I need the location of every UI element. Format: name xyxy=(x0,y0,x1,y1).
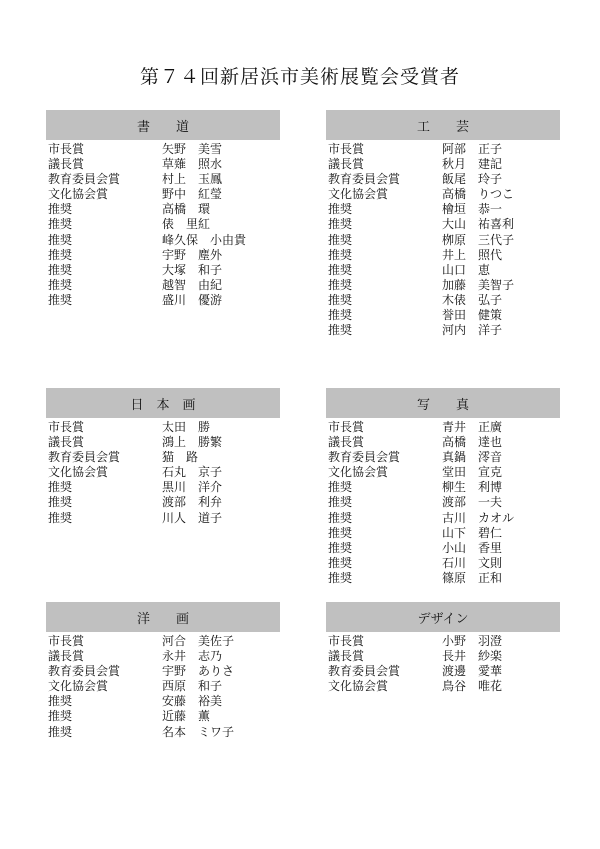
award-label: 推奨 xyxy=(328,555,353,570)
list-item xyxy=(326,664,560,679)
winner-name: 石丸 京子 xyxy=(162,465,223,480)
award-list xyxy=(46,634,280,740)
section-western-painting xyxy=(46,602,280,740)
list-item xyxy=(326,172,560,187)
winner-name: 高橋 環 xyxy=(162,202,211,217)
award-label: 議長賞 xyxy=(48,157,85,172)
award-list xyxy=(326,142,560,338)
award-label: 推奨 xyxy=(328,308,353,323)
winner-name: 野中 紅瑩 xyxy=(162,187,223,202)
award-label: 推奨 xyxy=(328,510,353,525)
award-label: 推奨 xyxy=(48,510,73,525)
award-label: 推奨 xyxy=(48,709,73,724)
page-title: 第７４回新居浜市美術展覧会受賞者 xyxy=(139,66,460,88)
winner-name: 山下 碧仁 xyxy=(442,525,503,540)
award-label: 議長賞 xyxy=(328,435,365,450)
list-item xyxy=(46,248,280,263)
list-item xyxy=(326,293,560,308)
award-label: 市長賞 xyxy=(48,420,85,434)
list-item xyxy=(326,217,560,232)
winner-name: 山口 恵 xyxy=(442,262,491,277)
winner-name: 加藤 美智子 xyxy=(442,277,515,292)
list-item xyxy=(46,694,280,709)
winner-name: 栁原 三代子 xyxy=(442,232,515,247)
list-item xyxy=(326,649,560,664)
winner-name: 飯尾 玲子 xyxy=(442,172,503,187)
award-label: 教育委員会賞 xyxy=(48,172,121,187)
award-label: 推奨 xyxy=(48,292,73,307)
winner-name: 村上 玉鳳 xyxy=(162,172,223,187)
award-label: 市長賞 xyxy=(48,634,85,648)
award-label: 議長賞 xyxy=(328,649,365,664)
list-item xyxy=(46,142,280,157)
winner-name: 小野 羽澄 xyxy=(442,634,503,648)
winner-name: 鴻上 勝繁 xyxy=(162,435,223,450)
award-label: 推奨 xyxy=(328,525,353,540)
award-label: 推奨 xyxy=(328,495,353,510)
award-label: 推奨 xyxy=(48,247,73,262)
list-item xyxy=(46,679,280,694)
list-item xyxy=(326,142,560,157)
list-item xyxy=(326,435,560,450)
list-item xyxy=(46,664,280,679)
list-item xyxy=(326,263,560,278)
winner-name: 柳生 利博 xyxy=(442,480,503,495)
list-item xyxy=(326,541,560,556)
award-label: 推奨 xyxy=(328,323,353,338)
winner-name: 誉田 健策 xyxy=(442,308,503,323)
list-item xyxy=(46,202,280,217)
winner-name: 近藤 薫 xyxy=(162,709,211,724)
list-item xyxy=(46,725,280,740)
award-label: 推奨 xyxy=(328,202,353,217)
award-label: 市長賞 xyxy=(328,420,365,434)
winner-name: 峰久保 小由貴 xyxy=(162,232,247,247)
list-item xyxy=(326,511,560,526)
award-list xyxy=(46,142,280,308)
winner-name: 矢野 美雪 xyxy=(162,142,223,156)
award-list xyxy=(326,634,560,694)
award-label: 文化協会賞 xyxy=(328,679,389,694)
list-item xyxy=(326,248,560,263)
award-label: 推奨 xyxy=(48,694,73,709)
award-list xyxy=(46,420,280,526)
award-label: 推奨 xyxy=(48,202,73,217)
list-item xyxy=(326,308,560,323)
list-item xyxy=(46,465,280,480)
award-label: 市長賞 xyxy=(328,634,365,648)
section-design xyxy=(326,602,560,694)
winner-name: 鳥谷 唯花 xyxy=(442,679,503,694)
list-item xyxy=(46,172,280,187)
list-item xyxy=(46,480,280,495)
section-heading: 洋 画 xyxy=(46,602,280,632)
award-label: 文化協会賞 xyxy=(48,679,109,694)
winner-name: 渡部 利弁 xyxy=(162,495,223,510)
award-list xyxy=(326,420,560,586)
list-item xyxy=(326,278,560,293)
award-label: 文化協会賞 xyxy=(328,187,389,202)
award-label: 教育委員会賞 xyxy=(328,172,401,187)
winner-name: 太田 勝 xyxy=(162,420,211,434)
list-item xyxy=(326,187,560,202)
list-item xyxy=(46,233,280,248)
list-item xyxy=(46,157,280,172)
award-label: 推奨 xyxy=(48,277,73,292)
section-calligraphy xyxy=(46,110,280,308)
section-heading: 日 本 画 xyxy=(46,388,280,418)
winner-name: 長井 紗楽 xyxy=(442,649,503,664)
winner-name: 真鍋 澪音 xyxy=(442,450,503,465)
list-item xyxy=(46,187,280,202)
section-heading: デザイン xyxy=(326,602,560,632)
winner-name: 篠原 正和 xyxy=(442,570,503,585)
winner-name: 名本 ミワ子 xyxy=(162,724,235,739)
award-label: 推奨 xyxy=(328,217,353,232)
winner-name: 宇野 ありさ xyxy=(162,664,235,679)
winner-name: 秋月 建記 xyxy=(442,157,503,172)
award-label: 文化協会賞 xyxy=(48,187,109,202)
award-label: 文化協会賞 xyxy=(328,465,389,480)
list-item xyxy=(326,202,560,217)
award-label: 議長賞 xyxy=(328,157,365,172)
award-label: 推奨 xyxy=(328,277,353,292)
award-label: 推奨 xyxy=(328,262,353,277)
list-item xyxy=(46,435,280,450)
award-label: 教育委員会賞 xyxy=(328,664,401,679)
list-item xyxy=(46,709,280,724)
winner-name: 高橋 りつこ xyxy=(442,187,515,202)
list-item xyxy=(326,495,560,510)
winner-name: 高橋 達也 xyxy=(442,435,503,450)
list-item xyxy=(326,450,560,465)
winner-name: 越智 由紀 xyxy=(162,277,223,292)
list-item xyxy=(46,649,280,664)
section-crafts xyxy=(326,110,560,338)
section-japanese-painting xyxy=(46,388,280,526)
winner-name: 川人 道子 xyxy=(162,510,223,525)
award-label: 推奨 xyxy=(328,540,353,555)
winner-name: 渡部 一夫 xyxy=(442,495,503,510)
winner-name: 黒川 洋介 xyxy=(162,480,223,495)
winner-name: 河合 美佐子 xyxy=(162,634,235,648)
award-label: 教育委員会賞 xyxy=(48,664,121,679)
winner-name: 盛川 優游 xyxy=(162,292,223,307)
winner-name: 猫 路 xyxy=(162,450,199,465)
list-item xyxy=(326,480,560,495)
list-item xyxy=(326,233,560,248)
section-heading: 工 芸 xyxy=(326,110,560,140)
list-item xyxy=(46,495,280,510)
award-label: 教育委員会賞 xyxy=(48,450,121,465)
winner-name: 堂田 宣克 xyxy=(442,465,503,480)
list-item xyxy=(326,323,560,338)
list-item xyxy=(326,420,560,435)
award-label: 推奨 xyxy=(48,495,73,510)
award-label: 市長賞 xyxy=(328,142,365,156)
section-photography xyxy=(326,388,560,586)
list-item xyxy=(326,526,560,541)
winner-name: 永井 志乃 xyxy=(162,649,223,664)
award-label: 推奨 xyxy=(328,480,353,495)
winner-name: 檜垣 恭一 xyxy=(442,202,503,217)
winner-name: 渡邊 愛華 xyxy=(442,664,503,679)
winner-name: 河内 洋子 xyxy=(442,323,503,338)
winner-name: 青井 正廣 xyxy=(442,420,503,434)
winner-name: 木俵 弘子 xyxy=(442,292,503,307)
award-label: 推奨 xyxy=(328,247,353,262)
winner-name: 井上 照代 xyxy=(442,247,503,262)
list-item xyxy=(46,450,280,465)
list-item xyxy=(326,634,560,649)
list-item xyxy=(46,420,280,435)
award-label: 議長賞 xyxy=(48,435,85,450)
award-label: 文化協会賞 xyxy=(48,465,109,480)
list-item xyxy=(46,278,280,293)
award-label: 推奨 xyxy=(48,262,73,277)
section-heading: 書 道 xyxy=(46,110,280,140)
winner-name: 阿部 正子 xyxy=(442,142,503,156)
list-item xyxy=(326,679,560,694)
award-label: 議長賞 xyxy=(48,649,85,664)
winner-name: 古川 カオル xyxy=(442,510,515,525)
winner-name: 俵 里紅 xyxy=(162,217,211,232)
award-label: 推奨 xyxy=(48,232,73,247)
list-item xyxy=(46,634,280,649)
list-item xyxy=(46,217,280,232)
award-label: 市長賞 xyxy=(48,142,85,156)
winner-name: 草薙 照水 xyxy=(162,157,223,172)
award-label: 推奨 xyxy=(48,480,73,495)
winner-name: 大塚 和子 xyxy=(162,262,223,277)
list-item xyxy=(46,511,280,526)
section-heading: 写 真 xyxy=(326,388,560,418)
award-label: 推奨 xyxy=(328,292,353,307)
list-item xyxy=(326,465,560,480)
award-label: 推奨 xyxy=(48,217,73,232)
list-item xyxy=(46,293,280,308)
list-item xyxy=(326,157,560,172)
winner-name: 小山 香里 xyxy=(442,540,503,555)
winner-name: 安藤 裕美 xyxy=(162,694,223,709)
winner-name: 石川 文則 xyxy=(442,555,503,570)
award-label: 推奨 xyxy=(328,570,353,585)
winner-name: 西原 和子 xyxy=(162,679,223,694)
award-label: 推奨 xyxy=(48,724,73,739)
award-label: 推奨 xyxy=(328,232,353,247)
winner-name: 大山 祐喜利 xyxy=(442,217,515,232)
award-label: 教育委員会賞 xyxy=(328,450,401,465)
list-item xyxy=(326,556,560,571)
list-item xyxy=(46,263,280,278)
winner-name: 宇野 塵外 xyxy=(162,247,223,262)
list-item xyxy=(326,571,560,586)
